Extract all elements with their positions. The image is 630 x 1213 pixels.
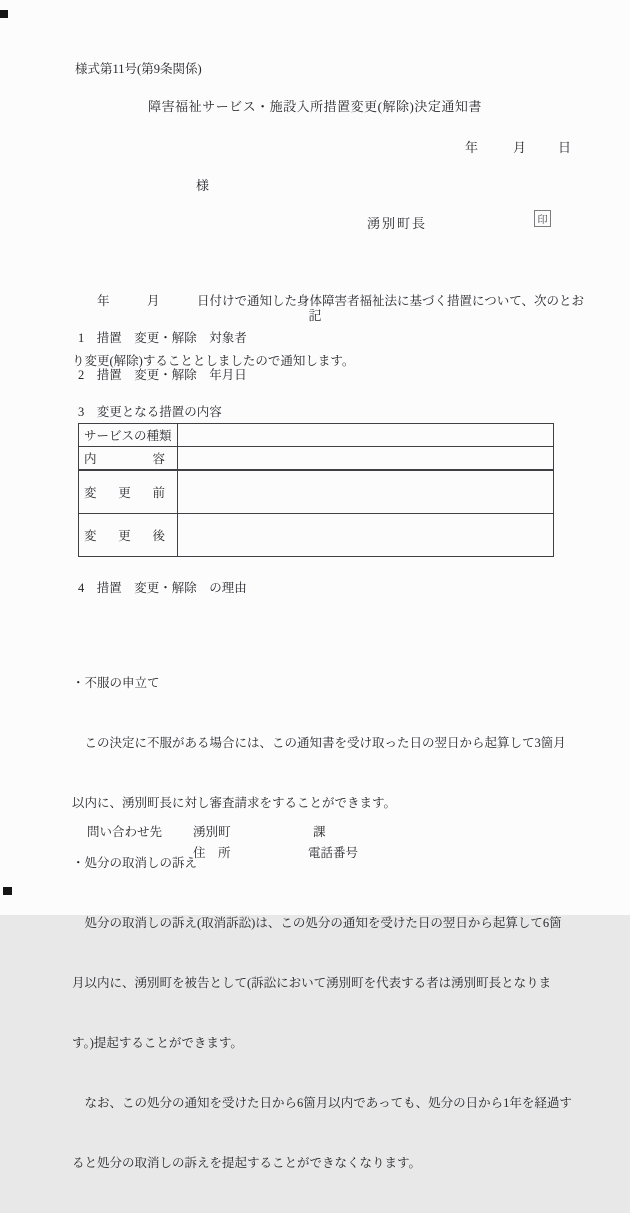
note-line: この決定に不服がある場合には、この通知書を受け取った日の翌日から起算して3箇月 (72, 736, 566, 750)
document-title: 障害福祉サービス・施設入所措置変更(解除)決定通知書 (148, 99, 482, 114)
note-line: 月以内に、湧別町を被告として(訴訟において湧別町を代表する者は湧別町長となりま (72, 976, 552, 990)
intro-line: 年 月 日付けで通知した身体障害者福祉法に基づく措置について、次のとお (72, 294, 585, 308)
table-label-text: 後 (152, 529, 165, 543)
table-value-cell (178, 514, 553, 556)
date-month-label: 月 (513, 140, 527, 155)
item-4-reason: 4 措置 変更・解除 の理由 (78, 581, 247, 595)
table-value-cell (178, 424, 553, 446)
contact-department-suffix: 課 (313, 825, 326, 839)
note-line: ・処分の取消しの訴え (72, 856, 198, 870)
note-line: ると処分の取消しの訴えを提起することができなくなります。 (72, 1156, 422, 1170)
seal-placeholder (534, 210, 551, 227)
note-line: 処分の取消しの訴え(取消訴訟)は、この処分の通知を受けた日の翌日から起算して6箇 (72, 916, 562, 930)
table-label-text: 更 (118, 529, 131, 543)
contact-phone-label: 電話番号 (308, 846, 359, 860)
date-day-label: 日 (558, 140, 572, 155)
addressee-honorific: 様 (196, 178, 210, 193)
table-label-cell (79, 447, 178, 469)
table-row-service-type (79, 424, 553, 446)
item-3-content-heading: 3 変更となる措置の内容 (78, 405, 222, 419)
table-label-text: 変 (84, 529, 97, 543)
table-label-cell (79, 471, 178, 513)
issue-date-line (465, 137, 571, 156)
issuer-name: 湧別町長 (367, 216, 428, 231)
item-1-subject: 1 措置 変更・解除 対象者 (78, 331, 247, 345)
date-year-label: 年 (465, 140, 479, 155)
note-line: す。)提起することができます。 (72, 1036, 243, 1050)
form-number: 様式第11号(第9条関係) (75, 62, 202, 76)
table-label-text: 更 (118, 486, 131, 500)
record-marker: 記 (308, 308, 322, 323)
scan-artifact-top-left (0, 10, 8, 18)
contact-office: 湧別町 (193, 825, 231, 839)
table-label-text: 前 (152, 486, 165, 500)
table-value-cell (178, 471, 553, 513)
intro-line: り変更(解除)することとしましたので通知します。 (72, 354, 355, 368)
scan-artifact-bottom-left (3, 887, 12, 895)
contact-label: 問い合わせ先 (87, 825, 163, 839)
note-line: ・不服の申立て (72, 676, 160, 690)
table-row-before-change (79, 469, 553, 513)
table-label-text: 内 (84, 452, 97, 466)
note-line: 以内に、湧別町長に対し審査請求をすることができます。 (72, 796, 397, 810)
table-label-cell (79, 514, 178, 556)
table-label-text: サービスの種類 (84, 429, 172, 443)
measure-change-table (78, 423, 554, 557)
table-label-text: 変 (84, 486, 97, 500)
appeal-notes (72, 633, 572, 1213)
table-row-content (79, 446, 553, 469)
contact-address-label: 住 所 (193, 846, 231, 860)
seal-character: 印 (537, 215, 548, 226)
item-2-date: 2 措置 変更・解除 年月日 (78, 368, 247, 382)
table-label-cell (79, 424, 178, 446)
note-line: なお、この処分の通知を受けた日から6箇月以内であっても、処分の日から1年を経過す (72, 1096, 572, 1110)
table-row-after-change (79, 513, 553, 556)
table-label-text: 容 (152, 452, 165, 466)
table-value-cell (178, 447, 553, 469)
